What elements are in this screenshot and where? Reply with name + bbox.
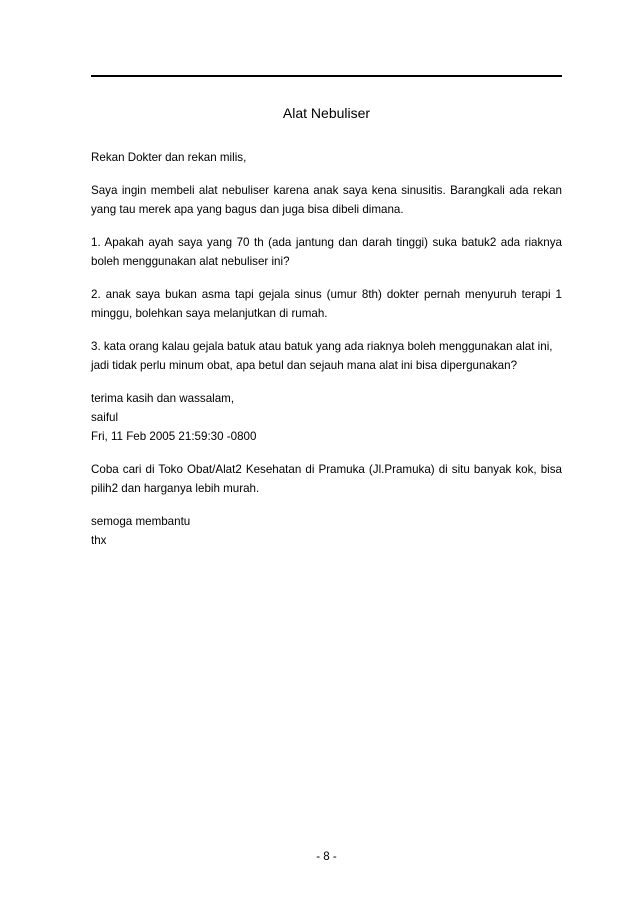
- reply-paragraph: Coba cari di Toko Obat/Alat2 Kesehatan di Pramuka (Jl.Pramuka) di situ banyak kok, bisa pilih2 dan harganya lebih murah.: [91, 463, 562, 495]
- signature-date: Fri, 11 Feb 2005 21:59:30 -0800: [91, 430, 257, 443]
- header-rule: [91, 75, 562, 77]
- paragraph-question-1: 1. Apakah ayah saya yang 70 th (ada jantung dan darah tinggi) suka batuk2 ada riaknya boleh menggunakan alat nebuliser ini?: [91, 236, 562, 268]
- signature-block: [91, 389, 562, 446]
- question-3-line-1: 3. kata orang kalau gejala batuk atau batuk yang ada riaknya boleh menggunakan alat ini,: [91, 340, 553, 353]
- reply-closing-line-1: semoga membantu: [91, 515, 191, 528]
- paragraph-question-3: [91, 337, 562, 375]
- page-number: - 8 -: [316, 851, 337, 863]
- document-body: [91, 148, 562, 564]
- question-3-line-2: jadi tidak perlu minum obat, apa betul dan sejauh mana alat ini bisa dipergunakan?: [91, 359, 518, 372]
- document-title: Alat Nebuliser: [282, 105, 371, 121]
- signature-closing: terima kasih dan wassalam,: [91, 392, 235, 405]
- reply-closing-block: [91, 512, 562, 550]
- greeting: Rekan Dokter dan rekan milis,: [91, 151, 247, 164]
- signature-name: saiful: [91, 411, 119, 424]
- paragraph-question-2: 2. anak saya bukan asma tapi gejala sinus (umur 8th) dokter pernah menyuruh terapi 1 minggu, bolehkan saya melanjutkan di rumah.: [91, 288, 562, 320]
- reply-closing-line-2: thx: [91, 534, 107, 547]
- paragraph-intro: Saya ingin membeli alat nebuliser karena anak saya kena sinusitis. Barangkali ada rekan yang tau merek apa yang bagus dan juga bisa dibeli dimana.: [91, 184, 562, 216]
